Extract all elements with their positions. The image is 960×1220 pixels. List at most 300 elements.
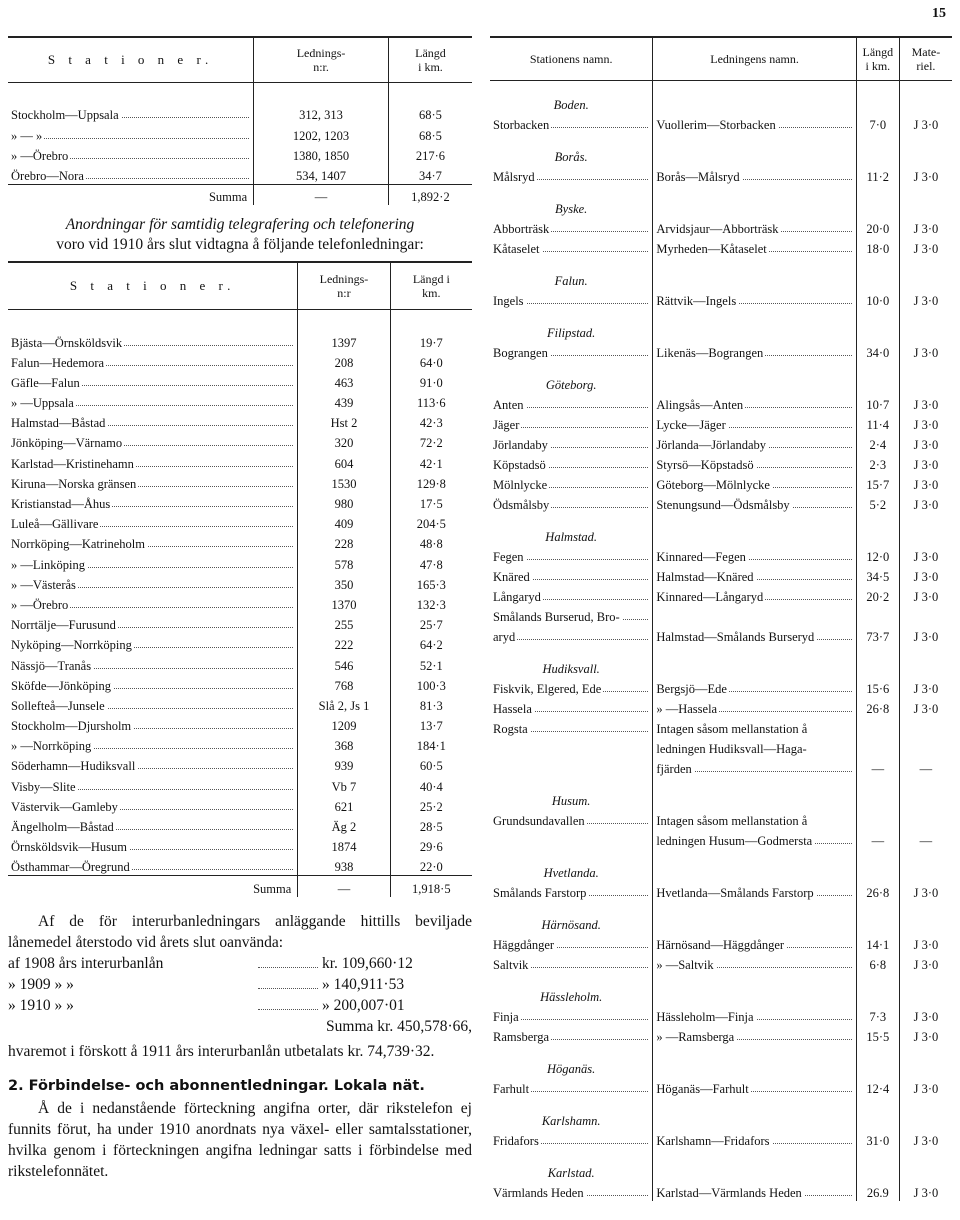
connection-row xyxy=(490,1077,952,1097)
material: J 3·0 xyxy=(899,881,952,901)
length-km: 12·0 xyxy=(856,545,899,565)
city-row xyxy=(490,645,952,677)
station-pair: Kiruna—Norska gränsen xyxy=(8,472,298,492)
table2-row xyxy=(8,694,472,714)
length-km: 20·2 xyxy=(856,585,899,605)
line-number: 350 xyxy=(298,573,390,593)
line-name xyxy=(653,605,856,625)
empty-cell xyxy=(653,257,856,289)
city-heading: Husum. xyxy=(551,794,591,808)
line-name: » —Saltvik xyxy=(653,953,856,973)
length-km: 13·7 xyxy=(390,714,472,734)
length-km: 17·5 xyxy=(390,492,472,512)
station-name: Fegen xyxy=(490,545,653,565)
table2-row xyxy=(8,411,472,431)
station-name: Långaryd xyxy=(490,585,653,605)
connection-row xyxy=(490,677,952,697)
empty-cell xyxy=(653,361,856,393)
loan-value: » 140,911·53 xyxy=(322,975,405,993)
connection-row xyxy=(490,433,952,453)
station-name: Ramsberga xyxy=(490,1025,653,1045)
city-heading: Hässleholm. xyxy=(540,990,603,1004)
empty-cell xyxy=(653,849,856,881)
col-header-length: Längd i km. xyxy=(856,37,899,81)
table1-row xyxy=(8,103,472,123)
length-km: 22·0 xyxy=(390,855,472,876)
table1-row xyxy=(8,164,472,185)
station-pair: » —Uppsala xyxy=(8,391,298,411)
length-km: 31·0 xyxy=(856,1129,899,1149)
station-pair: Örnsköldsvik—Husum xyxy=(8,835,298,855)
empty-cell xyxy=(653,133,856,165)
material: J 3·0 xyxy=(899,953,952,973)
line-name: Alingsås—Anten xyxy=(653,393,856,413)
empty-cell xyxy=(653,81,856,114)
connection-row xyxy=(490,881,952,901)
empty-cell xyxy=(899,1149,952,1181)
sum-label: Summa xyxy=(8,876,298,897)
connection-row xyxy=(490,113,952,133)
empty-cell xyxy=(899,513,952,545)
empty-cell xyxy=(856,513,899,545)
connection-row xyxy=(490,809,952,829)
city-row xyxy=(490,513,952,545)
station-pair: Falun—Hedemora xyxy=(8,351,298,371)
loan-list xyxy=(8,953,472,1016)
city-row xyxy=(490,849,952,881)
line-name: Stenungsund—Ödsmålsby xyxy=(653,493,856,513)
heading-simultaneous xyxy=(8,215,472,255)
station-pair: Gäfle—Falun xyxy=(8,371,298,391)
line-name: Halmstad—Smålands Burseryd xyxy=(653,625,856,645)
empty-cell xyxy=(653,645,856,677)
station-name: Smålands Farstorp xyxy=(490,881,653,901)
connection-row xyxy=(490,565,952,585)
length-km: 47·8 xyxy=(390,552,472,572)
connection-row xyxy=(490,165,952,185)
material: J 3·0 xyxy=(899,1005,952,1025)
line-name: Likenäs—Bograngen xyxy=(653,341,856,361)
table2-row xyxy=(8,351,472,371)
empty-cell xyxy=(856,849,899,881)
city-row xyxy=(490,257,952,289)
material: J 3·0 xyxy=(899,165,952,185)
connection-row xyxy=(490,493,952,513)
station-pair: Kristianstad—Åhus xyxy=(8,492,298,512)
line-name: Kinnared—Fegen xyxy=(653,545,856,565)
table2-row xyxy=(8,391,472,411)
line-number: 534, 1407 xyxy=(254,164,389,185)
station-name xyxy=(490,757,653,777)
station-name: Rogsta xyxy=(490,717,653,737)
connection-row xyxy=(490,413,952,433)
line-number: 368 xyxy=(298,734,390,754)
station-pair: Östhammar—Öregrund xyxy=(8,855,298,876)
material: J 3·0 xyxy=(899,341,952,361)
connection-row xyxy=(490,625,952,645)
station-name: Anten xyxy=(490,393,653,413)
city-heading: Karlshamn. xyxy=(541,1114,601,1128)
material: J 3·0 xyxy=(899,1077,952,1097)
loan-row xyxy=(8,953,472,974)
loan-leader xyxy=(258,953,318,968)
length-km: 2·4 xyxy=(856,433,899,453)
line-name: Halmstad—Knäred xyxy=(653,565,856,585)
length-km: 26·8 xyxy=(856,881,899,901)
material: J 3·0 xyxy=(899,697,952,717)
city-row xyxy=(490,133,952,165)
length-km: 19·7 xyxy=(390,330,472,350)
connection-row xyxy=(490,717,952,737)
empty-cell xyxy=(856,973,899,1005)
table2-row xyxy=(8,573,472,593)
connection-row xyxy=(490,1005,952,1025)
empty-cell xyxy=(899,185,952,217)
table2-row xyxy=(8,330,472,350)
material: J 3·0 xyxy=(899,237,952,257)
city-row xyxy=(490,1045,952,1077)
length-km: 34·7 xyxy=(388,164,472,185)
connection-row xyxy=(490,585,952,605)
paragraph-advance: hvaremot i förskott å 1911 års interurbanlån utbetalats kr. 74,739·32. xyxy=(8,1042,435,1060)
line-number: Hst 2 xyxy=(298,411,390,431)
city-row xyxy=(490,777,952,809)
length-km: 26·8 xyxy=(856,697,899,717)
col-header-langd: Längd i km. xyxy=(388,37,472,83)
station-pair: Stockholm—Uppsala xyxy=(8,103,254,123)
station-pair: Västervik—Gamleby xyxy=(8,795,298,815)
city-heading: Karlstad. xyxy=(547,1166,595,1180)
station-name xyxy=(490,829,653,849)
line-name: Bergsjö—Ede xyxy=(653,677,856,697)
length-km: 25·2 xyxy=(390,795,472,815)
length-km: 10·0 xyxy=(856,289,899,309)
material: J 3·0 xyxy=(899,453,952,473)
table-lines-2-body xyxy=(8,310,472,897)
length-km: 64·2 xyxy=(390,633,472,653)
length-km: 113·6 xyxy=(390,391,472,411)
material xyxy=(899,809,952,829)
connection-row xyxy=(490,393,952,413)
col-header-station-name: Stationens namn. xyxy=(490,37,653,81)
city-heading: Falun. xyxy=(554,274,588,288)
table2-row xyxy=(8,492,472,512)
material: J 3·0 xyxy=(899,933,952,953)
length-km: 91·0 xyxy=(390,371,472,391)
table2-row xyxy=(8,653,472,673)
paragraph-loans: Af de för interurbanledningars anläggande hittills beviljade lånemedel återstodo vid årets slut oanvända: xyxy=(8,912,472,951)
empty-cell xyxy=(653,1149,856,1181)
line-number: 1370 xyxy=(298,593,390,613)
length-km: 132·3 xyxy=(390,593,472,613)
connection-row xyxy=(490,1181,952,1201)
station-pair: Norrköping—Katrineholm xyxy=(8,532,298,552)
length-km: 48·8 xyxy=(390,532,472,552)
material: J 3·0 xyxy=(899,1181,952,1201)
loan-value: » 200,007·01 xyxy=(322,996,405,1014)
empty-cell xyxy=(856,901,899,933)
city-heading: Göteborg. xyxy=(545,378,597,392)
empty-cell xyxy=(653,309,856,341)
empty-cell xyxy=(856,133,899,165)
table2-row xyxy=(8,512,472,532)
material: J 3·0 xyxy=(899,677,952,697)
station-pair: Jönköping—Värnamo xyxy=(8,431,298,451)
line-name: » —Ramsberga xyxy=(653,1025,856,1045)
material: J 3·0 xyxy=(899,393,952,413)
line-number: 768 xyxy=(298,674,390,694)
length-km: 6·8 xyxy=(856,953,899,973)
line-number: 1209 xyxy=(298,714,390,734)
loan-leader xyxy=(258,974,318,989)
line-number: 320 xyxy=(298,431,390,451)
empty-cell xyxy=(856,309,899,341)
station-name: Fridafors xyxy=(490,1129,653,1149)
sum-label: Summa xyxy=(8,184,254,205)
line-name: Jörlanda—Jörlandaby xyxy=(653,433,856,453)
empty-cell xyxy=(653,777,856,809)
line-name: ledningen Husum—Godmersta xyxy=(653,829,856,849)
line-name: Hässleholm—Finja xyxy=(653,1005,856,1025)
length-km: 14·1 xyxy=(856,933,899,953)
city-heading: Hvetlanda. xyxy=(543,866,599,880)
length-km: 40·4 xyxy=(390,774,472,794)
empty-cell xyxy=(899,361,952,393)
length-km: 28·5 xyxy=(390,815,472,835)
city-row xyxy=(490,361,952,393)
line-number: 546 xyxy=(298,653,390,673)
line-number: 604 xyxy=(298,451,390,471)
connection-row xyxy=(490,1129,952,1149)
empty-cell xyxy=(856,1097,899,1129)
length-km xyxy=(856,809,899,829)
station-name: Bograngen xyxy=(490,341,653,361)
connection-row xyxy=(490,605,952,625)
station-pair: Halmstad—Båstad xyxy=(8,411,298,431)
material: J 3·0 xyxy=(899,493,952,513)
line-number: 208 xyxy=(298,351,390,371)
empty-cell xyxy=(653,1097,856,1129)
col-header-langd-2: Längd i km. xyxy=(390,262,472,310)
length-km: 20·0 xyxy=(856,217,899,237)
line-number: 621 xyxy=(298,795,390,815)
city-heading: Boden. xyxy=(553,98,589,112)
material xyxy=(899,605,952,625)
length-km: 25·7 xyxy=(390,613,472,633)
sum-value: 1,918·5 xyxy=(390,876,472,897)
connection-row xyxy=(490,217,952,237)
material: J 3·0 xyxy=(899,289,952,309)
empty-cell xyxy=(899,973,952,1005)
station-name: Mölnlycke xyxy=(490,473,653,493)
line-number: 439 xyxy=(298,391,390,411)
line-name: Härnösand—Häggdånger xyxy=(653,933,856,953)
station-pair: » —Västerås xyxy=(8,573,298,593)
length-km xyxy=(856,605,899,625)
empty-cell xyxy=(899,133,952,165)
length-km xyxy=(856,717,899,737)
length-km: 81·3 xyxy=(390,694,472,714)
table2-row xyxy=(8,795,472,815)
city-heading: Höganäs. xyxy=(547,1062,596,1076)
empty-cell xyxy=(899,645,952,677)
table1-row xyxy=(8,144,472,164)
station-pair: Sköfde—Jönköping xyxy=(8,674,298,694)
empty-cell xyxy=(856,81,899,114)
station-name xyxy=(490,737,653,757)
length-km: 184·1 xyxy=(390,734,472,754)
connection-row xyxy=(490,697,952,717)
loan-row xyxy=(8,974,472,995)
station-pair: » —Linköping xyxy=(8,552,298,572)
line-name: Göteborg—Mölnlycke xyxy=(653,473,856,493)
station-name: aryd xyxy=(490,625,653,645)
connection-row xyxy=(490,341,952,361)
station-name: Målsryd xyxy=(490,165,653,185)
length-km: 18·0 xyxy=(856,237,899,257)
city-heading: Halmstad. xyxy=(545,530,598,544)
city-row xyxy=(490,309,952,341)
table-lines-1-body xyxy=(8,83,472,206)
length-km: 26.9 xyxy=(856,1181,899,1201)
station-pair: Söderhamn—Hudiksvall xyxy=(8,754,298,774)
table1-row xyxy=(8,123,472,143)
section-heading: 2. Förbindelse- och abonnentledningar. Lokala nät. xyxy=(8,1077,425,1094)
loan-sum: Summa kr. 450,578·66, xyxy=(326,1017,472,1035)
length-km: 15·7 xyxy=(856,473,899,493)
city-row xyxy=(490,1149,952,1181)
line-number: Slå 2, Js 1 xyxy=(298,694,390,714)
station-pair: Luleå—Gällivare xyxy=(8,512,298,532)
empty-cell xyxy=(899,901,952,933)
station-name: Grundsundavallen xyxy=(490,809,653,829)
length-km: 129·8 xyxy=(390,472,472,492)
station-pair: Visby—Slite xyxy=(8,774,298,794)
material: J 3·0 xyxy=(899,433,952,453)
table2-row xyxy=(8,532,472,552)
line-name: Rättvik—Ingels xyxy=(653,289,856,309)
empty-cell xyxy=(899,1045,952,1077)
station-name: Saltvik xyxy=(490,953,653,973)
empty-cell xyxy=(899,309,952,341)
line-number: 255 xyxy=(298,613,390,633)
empty-cell xyxy=(856,645,899,677)
sum-value: 1,892·2 xyxy=(388,184,472,205)
station-name: Köpstadsö xyxy=(490,453,653,473)
line-number: 939 xyxy=(298,754,390,774)
table2-row xyxy=(8,714,472,734)
line-name: Karlshamn—Fridafors xyxy=(653,1129,856,1149)
city-heading: Byske. xyxy=(555,202,588,216)
line-number: 312, 313 xyxy=(254,103,389,123)
line-name: Karlstad—Värmlands Heden xyxy=(653,1181,856,1201)
station-name: Häggdånger xyxy=(490,933,653,953)
station-pair: » —Örebro xyxy=(8,144,254,164)
material: J 3·0 xyxy=(899,217,952,237)
loan-leader xyxy=(258,995,318,1010)
line-number: 980 xyxy=(298,492,390,512)
right-column xyxy=(490,36,952,1201)
city-heading: Filipstad. xyxy=(547,326,596,340)
heading-line-1: Anordningar för samtidig telegrafering och telefonering xyxy=(65,216,415,234)
empty-cell xyxy=(856,777,899,809)
station-pair: Bjästa—Örnsköldsvik xyxy=(8,330,298,350)
loan-value: kr. 109,660·12 xyxy=(322,954,413,972)
empty-cell xyxy=(653,973,856,1005)
material: — xyxy=(899,829,952,849)
length-km: 10·7 xyxy=(856,393,899,413)
length-km: — xyxy=(856,757,899,777)
station-name: Ingels xyxy=(490,289,653,309)
connection-row xyxy=(490,289,952,309)
line-number: Vb 7 xyxy=(298,774,390,794)
length-km: 5·2 xyxy=(856,493,899,513)
station-name: Finja xyxy=(490,1005,653,1025)
material: J 3·0 xyxy=(899,545,952,565)
station-name: Storbacken xyxy=(490,113,653,133)
length-km: 68·5 xyxy=(388,123,472,143)
line-name: » —Hassela xyxy=(653,697,856,717)
material: J 3·0 xyxy=(899,113,952,133)
length-km: 204·5 xyxy=(390,512,472,532)
line-name: Styrsö—Köpstadsö xyxy=(653,453,856,473)
material: — xyxy=(899,757,952,777)
line-name: Arvidsjaur—Abborträsk xyxy=(653,217,856,237)
left-column xyxy=(8,36,472,1182)
length-km: 29·6 xyxy=(390,835,472,855)
line-number: 228 xyxy=(298,532,390,552)
connection-row xyxy=(490,545,952,565)
table2-row xyxy=(8,774,472,794)
line-number: 1380, 1850 xyxy=(254,144,389,164)
heading-line-2: voro vid 1910 års slut vidtagna å följande telefonledningar: xyxy=(56,236,424,254)
table2-row xyxy=(8,613,472,633)
table-lines-1 xyxy=(8,36,472,205)
empty-cell xyxy=(899,257,952,289)
table2-row xyxy=(8,835,472,855)
city-row xyxy=(490,973,952,1005)
table2-row xyxy=(8,855,472,876)
station-name: Knäred xyxy=(490,565,653,585)
material xyxy=(899,737,952,757)
line-name: Vuollerim—Storbacken xyxy=(653,113,856,133)
table2-row xyxy=(8,472,472,492)
loan-label: » 1910 » » xyxy=(8,996,74,1014)
table2-row xyxy=(8,815,472,835)
line-name: ledningen Hudiksvall—Haga- xyxy=(653,737,856,757)
station-name: Jörlandaby xyxy=(490,433,653,453)
city-row xyxy=(490,185,952,217)
length-km: 64·0 xyxy=(390,351,472,371)
empty-cell xyxy=(856,1045,899,1077)
station-name: Kåtaselet xyxy=(490,237,653,257)
empty-cell xyxy=(899,1097,952,1129)
material: J 3·0 xyxy=(899,413,952,433)
empty-cell xyxy=(899,777,952,809)
connection-row xyxy=(490,453,952,473)
table2-row xyxy=(8,633,472,653)
line-name: Kinnared—Långaryd xyxy=(653,585,856,605)
connection-row xyxy=(490,829,952,849)
sum-dash: — xyxy=(254,184,389,205)
length-km: 42·1 xyxy=(390,451,472,471)
station-name: Smålands Burserud, Bro- xyxy=(490,605,653,625)
city-heading: Härnösand. xyxy=(541,918,601,932)
connection-row xyxy=(490,1025,952,1045)
empty-cell xyxy=(653,513,856,545)
length-km: 217·6 xyxy=(388,144,472,164)
length-km xyxy=(856,737,899,757)
